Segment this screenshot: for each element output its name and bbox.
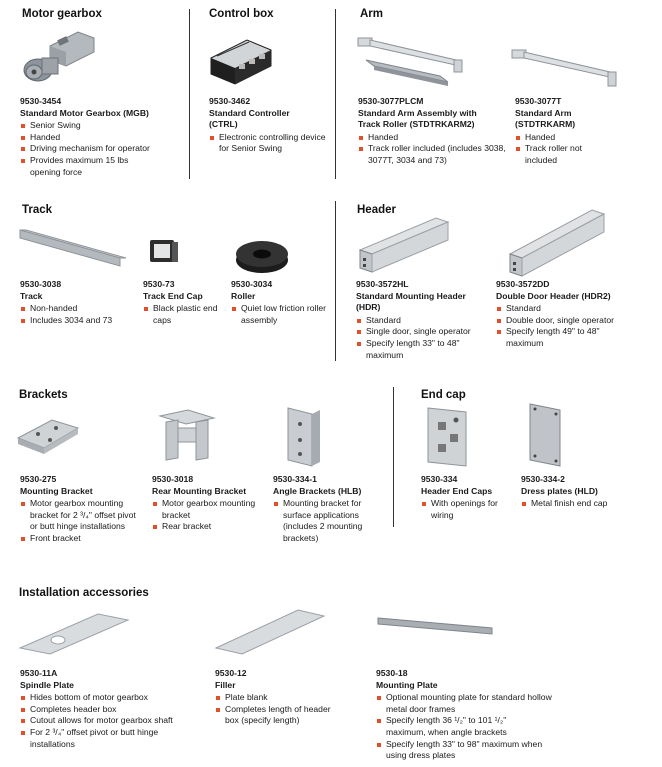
rear-mounting-bracket-image [158,408,218,464]
bullet-item: Handed [20,132,180,144]
part-name: Standard Arm Assembly with [358,107,477,118]
roller-image [234,236,290,276]
item-mounting-plate [376,668,556,762]
bullet-item: Cutout allows for motor gearbox shaft [20,715,198,727]
control-box-image [209,34,273,84]
part-name: Standard Mounting Header [356,290,466,301]
bullet-item: Specify length 33" to 48" maximum [356,338,484,361]
bullet-item: Handed [515,132,625,144]
item-standard-header [356,279,492,361]
mounting-bracket-image [16,418,80,458]
bullet-item: Black plastic end caps [143,303,225,326]
divider-line [335,201,336,361]
header-end-cap-image [426,406,472,468]
section-title-installation-accessories: Installation accessories [19,587,149,599]
part-name: Mounting Plate [376,679,438,690]
item-arm-assembly [358,96,506,167]
part-name: Header End Caps [421,485,493,496]
bullet-item: Rear bracket [152,521,262,533]
part-number: 9530-334-1 [273,474,317,484]
item-track [20,279,138,326]
section-title-control-box: Control box [209,8,274,20]
part-name: (HDR) [356,302,381,313]
bullet-item: Front bracket [20,533,144,545]
bullet-item: Single door, single operator [356,326,492,338]
bullet-item: Quiet low friction roller assembly [231,303,331,326]
item-dress-plates [521,474,647,510]
divider-line [335,9,336,179]
bullet-item: Driving mechanism for operator [20,143,180,155]
bullet-item: Specify length 36 ¹/₂" to 101 ¹/₂" maximum, when angle brackets [376,715,540,738]
bullet-item: Completes header box [20,704,198,716]
item-header-end-caps [421,474,517,521]
section-title-brackets: Brackets [19,389,68,401]
item-double-door-header [496,279,636,350]
bullet-item: Standard [356,315,492,327]
item-roller [231,279,331,326]
part-name: Double Door Header (HDR2) [496,290,611,301]
item-track-end-cap [143,279,225,326]
part-name: Angle Brackets (HLB) [273,485,362,496]
bullet-item: Hides bottom of motor gearbox [20,692,198,704]
angle-bracket-image [284,406,324,468]
bullet-item: Optional mounting plate for standard hollow metal door frames [376,692,556,715]
bullet-item: Track roller not included [515,143,605,166]
item-rear-mounting-bracket [152,474,262,533]
standard-header-image [356,214,452,276]
part-number: 9530-73 [143,279,175,289]
bullet-item: Senior Swing [20,120,180,132]
part-name: Dress plates (HLD) [521,485,598,496]
standard-arm-image [510,48,622,90]
part-name: Standard Arm [515,107,572,118]
part-name: Rear Mounting Bracket [152,485,247,496]
double-door-header-image [506,206,608,278]
part-number: 9530-3462 [209,96,251,106]
item-mounting-bracket [20,474,144,545]
bullet-item: Double door, single operator [496,315,636,327]
part-name: Standard Motor Gearbox (MGB) [20,107,149,118]
item-filler [215,668,357,727]
item-standard-arm [515,96,625,167]
part-number: 9530-334 [421,474,458,484]
track-image [18,228,130,270]
arm-assembly-image [356,36,468,86]
part-number: 9530-3454 [20,96,62,106]
spindle-plate-image [18,612,130,656]
bullet-item: Specify length 49" to 48" maximum [496,326,632,349]
bullet-item: Plate blank [215,692,357,704]
part-name: (CTRL) [209,119,238,130]
part-name: Track End Cap [143,290,203,301]
bullet-item: Specify length 33" to 98" maximum when using dress plates [376,739,560,762]
item-angle-brackets [273,474,381,545]
bullet-item: Electronic controlling device for Senior Swing [209,132,331,155]
item-spindle-plate [20,668,198,750]
part-number: 9530-334-2 [521,474,565,484]
part-number: 9530-3034 [231,279,273,289]
part-number: 9530-3018 [152,474,194,484]
bullet-item: Completes length of header box (specify length) [215,704,343,727]
part-number: 9530-275 [20,474,57,484]
bullet-item: For 2 ³/₄" offset pivot or butt hinge installations [20,727,188,750]
part-number: 9530-12 [215,668,247,678]
part-name: (STDTRKARM) [515,119,576,130]
bullet-item: Includes 3034 and 73 [20,315,138,327]
part-name: Track Roller (STDTRKARM2) [358,119,475,130]
part-name: Track [20,290,43,301]
part-number: 9530-3038 [20,279,62,289]
filler-image [214,608,326,656]
bullet-item: Motor gearbox mounting bracket [152,498,262,521]
divider-line [189,9,190,179]
part-number: 9530-3077T [515,96,562,106]
section-title-arm: Arm [360,8,384,20]
dress-plate-image [528,402,564,468]
item-motor-gearbox [20,96,180,178]
bullet-item: Metal finish end cap [521,498,647,510]
section-title-header: Header [357,204,396,216]
part-name: Mounting Bracket [20,485,93,496]
bullet-item: Mounting bracket for surface applications (includes 2 mounting brackets) [273,498,381,544]
section-title-track: Track [22,204,53,216]
bullet-item: Non-handed [20,303,138,315]
bullet-item: Track roller included (includes 3038, 3077T, 3034 and 73) [358,143,506,166]
part-name: Roller [231,290,256,301]
bullet-item: Motor gearbox mounting bracket for 2 ³/₄" offset pivot or butt hinge installations [20,498,144,533]
bullet-item: Provides maximum 15 lbs opening force [20,155,150,178]
section-title-motor-gearbox: Motor gearbox [22,8,102,20]
mounting-plate-image [376,616,494,638]
divider-line [393,387,394,527]
part-number: 9530-3572HL [356,279,409,289]
bullet-item: Standard [496,303,636,315]
part-name: Standard Controller [209,107,290,118]
bullet-item: Handed [358,132,506,144]
part-name: Spindle Plate [20,679,74,690]
part-name: Filler [215,679,236,690]
bullet-item: With openings for wiring [421,498,517,521]
item-control-box [209,96,331,155]
section-title-end-cap: End cap [421,389,466,401]
part-number: 9530-3572DD [496,279,550,289]
track-end-cap-image [148,238,182,268]
part-number: 9530-11A [20,668,58,678]
part-number: 9530-18 [376,668,408,678]
motor-gearbox-image [20,28,100,88]
part-number: 9530-3077PLCM [358,96,424,106]
